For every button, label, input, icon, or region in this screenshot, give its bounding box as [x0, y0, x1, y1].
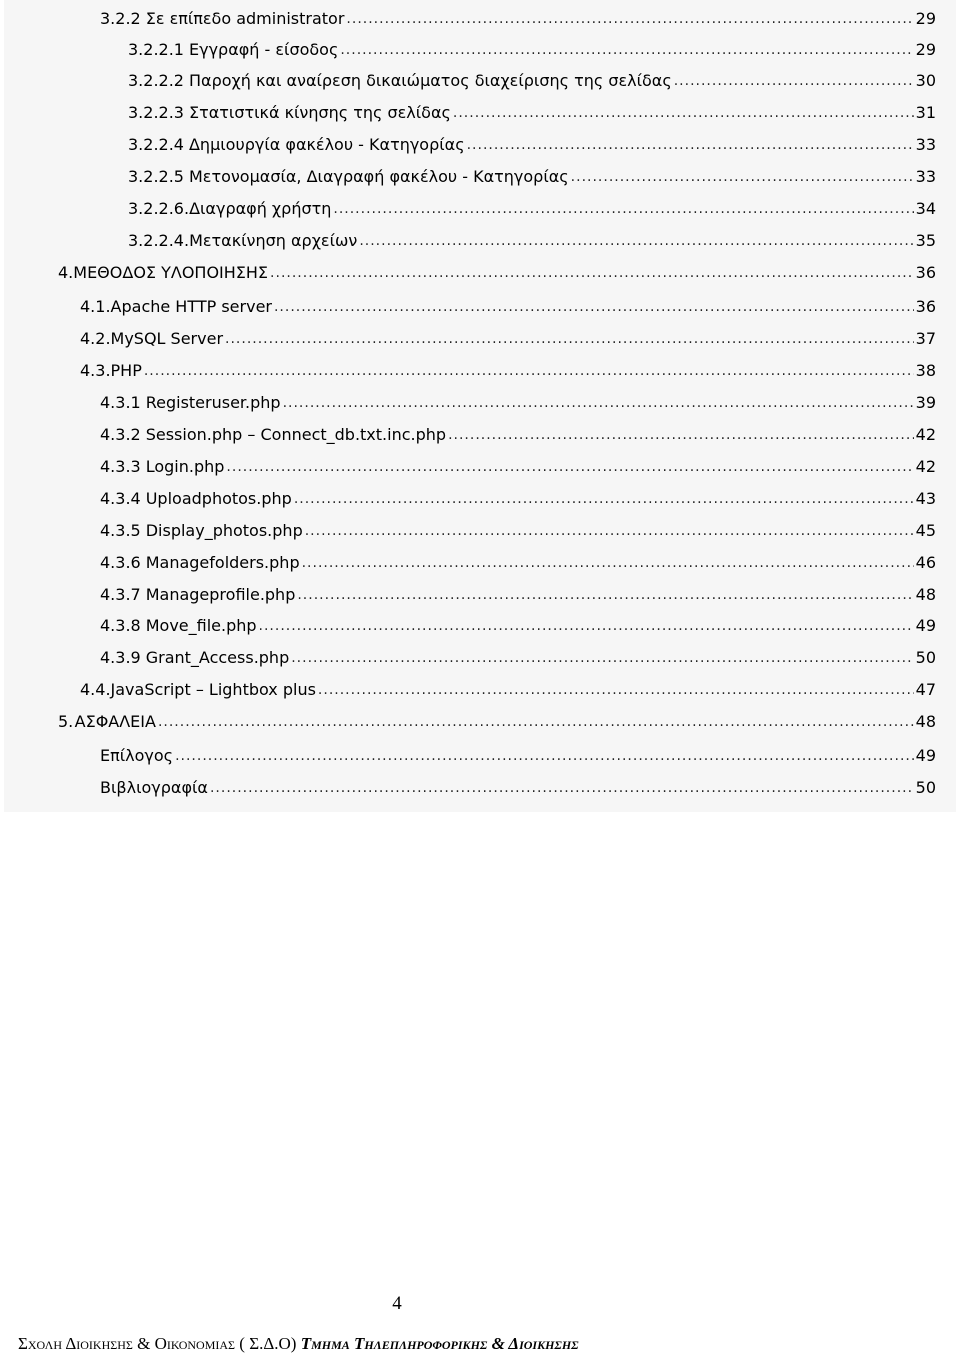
toc-entry[interactable] [100, 580, 936, 604]
toc-entry-title: ΜΕΘΟΔΟΣ ΥΛΟΠΟΙΗΣΗΣ [73, 263, 269, 282]
toc-entry-page: 31 [915, 103, 936, 122]
toc-entry-number: 4.3.5 [100, 521, 141, 540]
toc-entry-page: 47 [915, 680, 936, 699]
toc-dot-leader [291, 650, 913, 667]
toc-entry-title: JavaScript – Lightbox plus [110, 680, 316, 699]
toc-dot-leader [274, 299, 914, 316]
toc-entry-page: 42 [915, 425, 936, 444]
toc-entry-title: Login.php [145, 457, 225, 476]
page-number: 4 [392, 1293, 402, 1314]
toc-entry-number: 4.3.9 [100, 648, 141, 667]
toc-entry-title: Managefolders.php [145, 553, 300, 572]
toc-entry-number: 3.2.2.2 [128, 71, 184, 90]
toc-dot-leader [318, 682, 914, 699]
toc-entry[interactable] [58, 707, 936, 731]
toc-dot-leader [359, 233, 913, 250]
toc-entry-number: 3.2.2.6. [128, 199, 190, 218]
toc-entry-title: Δημιουργία φακέλου - Κατηγορίας [188, 135, 465, 154]
toc-dot-leader [571, 169, 914, 186]
toc-entry-number: 5. [58, 712, 74, 731]
toc-dot-leader [333, 201, 913, 218]
toc-entry[interactable] [128, 226, 936, 250]
toc-dot-leader [294, 491, 914, 508]
toc-entry-number: 4.3.6 [100, 553, 141, 572]
toc-entry-page: 29 [915, 40, 936, 59]
toc-entry-page: 37 [915, 329, 936, 348]
toc-entry-number: 4.3.8 [100, 616, 141, 635]
toc-entry[interactable] [100, 643, 936, 667]
toc-entry-title: Uploadphotos.php [145, 489, 292, 508]
toc-entry-page: 30 [915, 71, 936, 90]
toc-entry-page: 43 [915, 489, 936, 508]
toc-entry-title: Manageprofile.php [145, 585, 296, 604]
toc-entry-page: 39 [915, 393, 936, 412]
toc-entry[interactable] [128, 130, 936, 154]
toc-entry-number: 4.3.2 [100, 425, 141, 444]
toc-entry-page: 49 [915, 746, 936, 765]
footer-school: Σχολη Διοικησης & Οικονομιας ( Σ.Δ.Ο) [18, 1334, 297, 1353]
toc-entry-number: 3.2.2.4 [128, 135, 184, 154]
toc-entry-title: Επίλογος [100, 746, 174, 765]
toc-entry-title: Μετακίνηση αρχείων [189, 231, 358, 250]
toc-entry[interactable] [80, 356, 936, 380]
toc-entry[interactable] [100, 741, 936, 765]
toc-entry-title: Registeruser.php [145, 393, 281, 412]
toc-entry-page: 36 [915, 297, 936, 316]
toc-entry-page: 48 [915, 585, 936, 604]
toc-entry-title: Μετονομασία, Διαγραφή φακέλου - Κατηγορίας [188, 167, 569, 186]
toc-dot-leader [210, 780, 914, 797]
toc-entry-page: 34 [915, 199, 936, 218]
toc-entry-number: 4.3.1 [100, 393, 141, 412]
toc-entry[interactable] [128, 98, 936, 122]
toc-entry-page: 33 [915, 135, 936, 154]
toc-entry-number: 4.3.4 [100, 489, 141, 508]
toc-entry[interactable] [80, 675, 936, 699]
toc-entry-title: ΑΣΦΑΛΕΙΑ [74, 712, 156, 731]
toc-entry[interactable] [100, 420, 936, 444]
toc-entry-number: 4.2. [80, 329, 111, 348]
toc-dot-leader [283, 395, 914, 412]
toc-entry[interactable] [100, 4, 936, 28]
toc-entry-number: 3.2.2.1 [128, 40, 184, 59]
toc-entry-title: Εγγραφή - είσοδος [188, 40, 339, 59]
toc-dot-leader [467, 137, 914, 154]
toc-entry[interactable] [100, 773, 936, 797]
toc-entry-number: 3.2.2 [100, 9, 141, 28]
toc-dot-leader [305, 523, 914, 540]
toc-entry-page: 50 [915, 778, 936, 797]
toc-entry[interactable] [58, 258, 936, 282]
toc-entry[interactable] [100, 452, 936, 476]
toc-entry[interactable] [100, 548, 936, 572]
toc-entry-page: 33 [915, 167, 936, 186]
toc-entry[interactable] [100, 484, 936, 508]
toc-entry-page: 29 [915, 9, 936, 28]
toc-entry[interactable] [128, 194, 936, 218]
toc-entry-title: Βιβλιογραφία [100, 778, 208, 797]
toc-entry-title: Session.php – Connect_db.txt.inc.php [145, 425, 447, 444]
toc-entry-title: Display_photos.php [145, 521, 303, 540]
toc-entry-page: 48 [915, 712, 936, 731]
toc-entry[interactable] [80, 324, 936, 348]
toc-dot-leader [448, 427, 914, 444]
toc-dot-leader [225, 331, 914, 348]
toc-entry[interactable] [128, 35, 936, 59]
toc-dot-leader [346, 11, 913, 28]
toc-entry-page: 35 [915, 231, 936, 250]
toc-entry-title: Παροχή και αναίρεση δικαιώματος διαχείρισης της σελίδας [188, 71, 672, 90]
toc-dot-leader [453, 105, 914, 122]
toc-entry-page: 42 [915, 457, 936, 476]
toc-entry-number: 4. [58, 263, 74, 282]
toc-entry-page: 46 [915, 553, 936, 572]
footer-department: Τμημα Τηλεπληροφορικης & Διοικησης [300, 1334, 579, 1353]
toc-dot-leader [259, 618, 914, 635]
toc-dot-leader [302, 555, 914, 572]
toc-dot-leader [175, 748, 914, 765]
toc-entry[interactable] [100, 516, 936, 540]
toc-entry-number: 4.3. [80, 361, 111, 380]
toc-entry-page: 45 [915, 521, 936, 540]
toc-entry[interactable] [80, 292, 936, 316]
toc-entry-page: 38 [915, 361, 936, 380]
toc-dot-leader [340, 42, 913, 59]
toc-entry-number: 4.3.7 [100, 585, 141, 604]
toc-entry-title: Στατιστικά κίνησης της σελίδας [188, 103, 451, 122]
toc-entry-title: Διαγραφή χρήστη [189, 199, 332, 218]
toc-entry[interactable] [128, 162, 936, 186]
toc-dot-leader [674, 73, 914, 90]
toc-entry-page: 49 [915, 616, 936, 635]
toc-entry-title: Move_file.php [145, 616, 257, 635]
toc-entry-title: Grant_Access.php [145, 648, 290, 667]
toc-dot-leader [297, 587, 913, 604]
toc-entry-page: 36 [915, 263, 936, 282]
toc-entry[interactable] [100, 611, 936, 635]
toc-entry-title: Σε επίπεδο administrator [145, 9, 345, 28]
toc-entry-number: 3.2.2.4. [128, 231, 190, 250]
toc-entry-number: 4.4. [80, 680, 111, 699]
page-footer [18, 1334, 579, 1354]
toc-entry-title: PHP [110, 361, 142, 380]
toc-entry-title: MySQL Server [110, 329, 224, 348]
toc-dot-leader [144, 363, 914, 380]
toc-entry[interactable] [100, 388, 936, 412]
toc-entry-number: 3.2.2.3 [128, 103, 184, 122]
toc-entry-number: 4.1. [80, 297, 111, 316]
toc-dot-leader [158, 714, 914, 731]
toc-dot-leader [270, 265, 914, 282]
toc-entry[interactable] [128, 66, 936, 90]
toc-entry-number: 3.2.2.5 [128, 167, 184, 186]
toc-entry-page: 50 [915, 648, 936, 667]
toc-entry-title: Apache HTTP server [110, 297, 272, 316]
toc-entry-number: 4.3.3 [100, 457, 141, 476]
toc-dot-leader [226, 459, 913, 476]
